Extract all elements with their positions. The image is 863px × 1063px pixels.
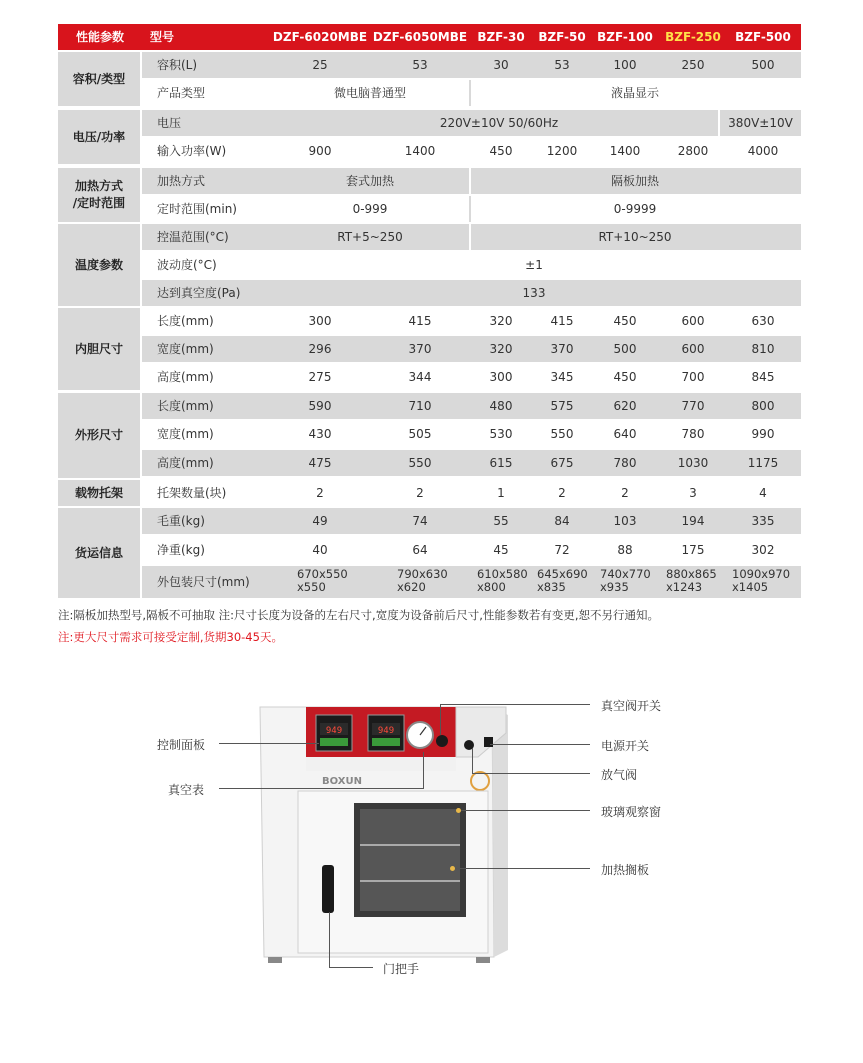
callout-glass-window: 玻璃观察窗 bbox=[601, 805, 662, 819]
package-line1: 610x580 bbox=[477, 567, 528, 581]
table-cell bbox=[732, 568, 790, 594]
table-cell: 275 bbox=[308, 370, 332, 384]
row-label: 长度(mm) bbox=[157, 314, 214, 328]
table-cell: 72 bbox=[554, 543, 570, 557]
table-cell: 103 bbox=[613, 514, 637, 528]
table-row-fluctuation bbox=[142, 252, 801, 278]
table-cell: 575 bbox=[550, 399, 574, 413]
row-label: 毛重(kg) bbox=[157, 514, 205, 528]
table-row-vacuum bbox=[142, 280, 801, 306]
table-cell: 53 bbox=[412, 58, 428, 72]
header-model: BZF-30 bbox=[477, 30, 525, 44]
table-cell: 320 bbox=[489, 314, 513, 328]
table-cell: 2 bbox=[621, 486, 629, 500]
table-cell: 74 bbox=[412, 514, 428, 528]
table-cell: 300 bbox=[308, 314, 332, 328]
table-cell: 53 bbox=[554, 58, 570, 72]
brand-logo: BOXUN bbox=[322, 776, 362, 787]
table-row-inner-width bbox=[142, 336, 801, 362]
callout-vacuum-valve-switch: 真空阀开关 bbox=[601, 699, 662, 713]
column-divider bbox=[469, 224, 471, 250]
table-row-gross-weight bbox=[142, 508, 801, 534]
note-customization: 注:更大尺寸需求可接受定制,货期30-45天。 bbox=[58, 630, 283, 644]
table-cell: 3 bbox=[689, 486, 697, 500]
table-cell: 335 bbox=[751, 514, 775, 528]
table-cell: 990 bbox=[751, 427, 775, 441]
table-cell: 2 bbox=[558, 486, 566, 500]
table-cell: 380V±10V bbox=[728, 116, 793, 130]
table-cell: 415 bbox=[408, 314, 432, 328]
table-cell: 500 bbox=[613, 342, 637, 356]
callout-power-switch: 电源开关 bbox=[601, 739, 650, 753]
header-model: BZF-50 bbox=[538, 30, 586, 44]
row-label: 容积(L) bbox=[157, 58, 198, 72]
table-cell: 344 bbox=[408, 370, 432, 384]
table-cell: 296 bbox=[308, 342, 332, 356]
package-line1: 1090x970 bbox=[732, 567, 791, 581]
table-cell: 770 bbox=[681, 399, 705, 413]
table-cell: 30 bbox=[493, 58, 509, 72]
category-inner-size: 内胆尺寸 bbox=[58, 308, 140, 390]
table-row-heating bbox=[142, 168, 801, 194]
table-cell: 微电脑普通型 bbox=[333, 86, 406, 100]
callout-line bbox=[440, 704, 441, 735]
category-voltage-power: 电压/功率 bbox=[58, 110, 140, 164]
package-line2: x835 bbox=[537, 580, 566, 594]
callout-line bbox=[329, 967, 373, 968]
table-header bbox=[58, 24, 801, 50]
table-cell: 640 bbox=[613, 427, 637, 441]
table-cell: 220V±10V 50/60Hz bbox=[439, 116, 559, 130]
category-tray: 载物托架 bbox=[58, 480, 140, 506]
table-cell: 64 bbox=[412, 543, 428, 557]
table-cell: ±1 bbox=[525, 258, 543, 272]
table-cell: 780 bbox=[681, 427, 705, 441]
table-cell: 1400 bbox=[404, 144, 436, 158]
row-label: 控温范围(°C) bbox=[157, 230, 229, 244]
callout-line bbox=[440, 704, 590, 705]
table-row-outer-width bbox=[142, 421, 801, 447]
table-cell: 550 bbox=[408, 456, 432, 470]
table-cell: 45 bbox=[493, 543, 509, 557]
table-row-product-type bbox=[142, 80, 801, 106]
header-model: DZF-6050MBE bbox=[372, 30, 468, 44]
table-cell: 84 bbox=[554, 514, 570, 528]
callout-line bbox=[455, 868, 590, 869]
table-cell: RT+10~250 bbox=[598, 230, 672, 244]
table-row-timer bbox=[142, 196, 801, 222]
table-row-outer-length bbox=[142, 393, 801, 419]
table-cell: 800 bbox=[751, 399, 775, 413]
table-cell: 2 bbox=[316, 486, 324, 500]
table-cell: 49 bbox=[312, 514, 328, 528]
table-cell: 40 bbox=[312, 543, 328, 557]
callout-line bbox=[461, 810, 590, 811]
table-row-tray-count bbox=[142, 480, 801, 506]
table-cell: 475 bbox=[308, 456, 332, 470]
callout-line bbox=[423, 752, 424, 789]
row-label: 宽度(mm) bbox=[157, 342, 214, 356]
table-row-outer-height bbox=[142, 450, 801, 476]
category-outer-size: 外形尺寸 bbox=[58, 393, 140, 478]
callout-vent-valve: 放气阀 bbox=[601, 768, 638, 782]
callout-line bbox=[490, 744, 590, 745]
category-shipping: 货运信息 bbox=[58, 508, 140, 598]
row-label: 电压 bbox=[157, 116, 182, 130]
table-cell: 615 bbox=[489, 456, 513, 470]
header-model: DZF-6020MBE bbox=[272, 30, 368, 44]
row-label: 达到真空度(Pa) bbox=[157, 286, 241, 300]
table-cell: 430 bbox=[308, 427, 332, 441]
package-line2: x620 bbox=[397, 580, 426, 594]
controller-display-left: 949 bbox=[325, 726, 343, 736]
package-line1: 740x770 bbox=[600, 567, 651, 581]
header-model-highlight: BZF-250 bbox=[665, 30, 721, 44]
table-row-volume bbox=[142, 52, 801, 78]
callout-line bbox=[472, 748, 473, 773]
row-label: 波动度(°C) bbox=[157, 258, 217, 272]
row-label: 长度(mm) bbox=[157, 399, 214, 413]
table-cell: 550 bbox=[550, 427, 574, 441]
table-cell: 液晶显示 bbox=[610, 86, 659, 100]
table-cell bbox=[477, 568, 528, 594]
table-cell: 250 bbox=[681, 58, 705, 72]
table-cell: 600 bbox=[681, 314, 705, 328]
row-label: 净重(kg) bbox=[157, 543, 205, 557]
column-divider bbox=[469, 196, 471, 222]
table-cell bbox=[537, 568, 588, 594]
table-cell: 302 bbox=[751, 543, 775, 557]
header-param-label: 性能参数 bbox=[75, 30, 124, 44]
table-cell: 620 bbox=[613, 399, 637, 413]
table-cell: 700 bbox=[681, 370, 705, 384]
table-cell: 194 bbox=[681, 514, 705, 528]
table-cell: 845 bbox=[751, 370, 775, 384]
table-cell: 100 bbox=[613, 58, 637, 72]
table-row-power bbox=[142, 138, 801, 164]
table-cell: 505 bbox=[408, 427, 432, 441]
row-label: 加热方式 bbox=[157, 174, 206, 188]
row-label: 外包装尺寸(mm) bbox=[157, 575, 250, 589]
row-label: 宽度(mm) bbox=[157, 427, 214, 441]
table-cell: 630 bbox=[751, 314, 775, 328]
table-cell: 530 bbox=[489, 427, 513, 441]
callout-line bbox=[329, 912, 330, 967]
table-cell: 500 bbox=[751, 58, 775, 72]
table-cell: 450 bbox=[489, 144, 513, 158]
row-label: 输入功率(W) bbox=[157, 144, 227, 158]
table-cell: 450 bbox=[613, 370, 637, 384]
table-cell: 780 bbox=[613, 456, 637, 470]
table-cell bbox=[666, 568, 717, 594]
table-cell: 175 bbox=[681, 543, 705, 557]
table-cell: 2 bbox=[416, 486, 424, 500]
table-cell: 415 bbox=[550, 314, 574, 328]
category-heating-timer: 加热方式 /定时范围 bbox=[58, 168, 140, 222]
callout-door-handle: 门把手 bbox=[383, 962, 420, 976]
table-cell: 隔板加热 bbox=[610, 174, 659, 188]
table-cell: 1030 bbox=[677, 456, 709, 470]
table-cell bbox=[600, 568, 651, 594]
table-cell: 810 bbox=[751, 342, 775, 356]
table-cell: 345 bbox=[550, 370, 574, 384]
header-model: BZF-100 bbox=[597, 30, 653, 44]
package-line2: x550 bbox=[297, 580, 326, 594]
controller-display-right: 949 bbox=[377, 726, 395, 736]
table-cell: 320 bbox=[489, 342, 513, 356]
table-cell: 590 bbox=[308, 399, 332, 413]
table-row-package-size bbox=[142, 566, 801, 598]
table-cell: 0-9999 bbox=[613, 202, 657, 216]
table-cell: 4 bbox=[759, 486, 767, 500]
callout-line bbox=[219, 743, 319, 744]
package-line1: 880x865 bbox=[666, 567, 717, 581]
package-line2: x1405 bbox=[732, 580, 769, 594]
table-row-inner-length bbox=[142, 308, 801, 334]
table-cell: 370 bbox=[408, 342, 432, 356]
table-cell: 2800 bbox=[677, 144, 709, 158]
vacuum-oven-illustration bbox=[250, 695, 520, 970]
table-cell: 1 bbox=[497, 486, 505, 500]
row-label: 定时范围(min) bbox=[157, 202, 237, 216]
table-cell: 4000 bbox=[747, 144, 779, 158]
row-label: 高度(mm) bbox=[157, 456, 214, 470]
table-cell: 1175 bbox=[747, 456, 779, 470]
table-cell: 900 bbox=[308, 144, 332, 158]
table-row-voltage bbox=[142, 110, 801, 136]
callout-control-panel: 控制面板 bbox=[157, 738, 206, 752]
table-cell bbox=[397, 568, 448, 594]
callout-heating-shelf: 加热搁板 bbox=[601, 863, 650, 877]
table-cell: 25 bbox=[312, 58, 328, 72]
table-row-net-weight bbox=[142, 537, 801, 563]
package-line1: 790x630 bbox=[397, 567, 448, 581]
category-temperature: 温度参数 bbox=[58, 224, 140, 306]
table-cell: 133 bbox=[522, 286, 546, 300]
header-model: BZF-500 bbox=[735, 30, 791, 44]
package-line2: x1243 bbox=[666, 580, 703, 594]
category-volume-type: 容积/类型 bbox=[58, 52, 140, 106]
package-line1: 645x690 bbox=[537, 567, 588, 581]
table-cell: 370 bbox=[550, 342, 574, 356]
row-label: 产品类型 bbox=[157, 86, 206, 100]
callout-line bbox=[219, 788, 423, 789]
table-cell: 55 bbox=[493, 514, 509, 528]
table-cell: 675 bbox=[550, 456, 574, 470]
table-cell bbox=[297, 568, 348, 594]
table-cell: 套式加热 bbox=[345, 174, 394, 188]
package-line2: x935 bbox=[600, 580, 629, 594]
package-line1: 670x550 bbox=[297, 567, 348, 581]
note-dimensions: 注:隔板加热型号,隔板不可抽取 注:尺寸长度为设备的左右尺寸,宽度为设备前后尺寸,性能参数若有变更,恕不另行通知。 bbox=[58, 608, 660, 622]
callout-vacuum-gauge: 真空表 bbox=[168, 783, 205, 797]
header-model-label: 型号 bbox=[150, 30, 175, 44]
row-label: 托架数量(块) bbox=[157, 486, 227, 500]
column-divider bbox=[469, 168, 471, 194]
table-cell: 480 bbox=[489, 399, 513, 413]
column-divider bbox=[469, 80, 471, 106]
table-cell: 450 bbox=[613, 314, 637, 328]
callout-line bbox=[472, 773, 590, 774]
table-cell: 710 bbox=[408, 399, 432, 413]
row-label: 高度(mm) bbox=[157, 370, 214, 384]
table-cell: 600 bbox=[681, 342, 705, 356]
table-cell: 1400 bbox=[609, 144, 641, 158]
table-cell: 300 bbox=[489, 370, 513, 384]
package-line2: x800 bbox=[477, 580, 506, 594]
table-cell: 1200 bbox=[546, 144, 578, 158]
table-cell: 0-999 bbox=[352, 202, 388, 216]
table-row-temp-range bbox=[142, 224, 801, 250]
table-cell: 88 bbox=[617, 543, 633, 557]
table-cell: RT+5~250 bbox=[337, 230, 403, 244]
table-row-inner-height bbox=[142, 364, 801, 390]
